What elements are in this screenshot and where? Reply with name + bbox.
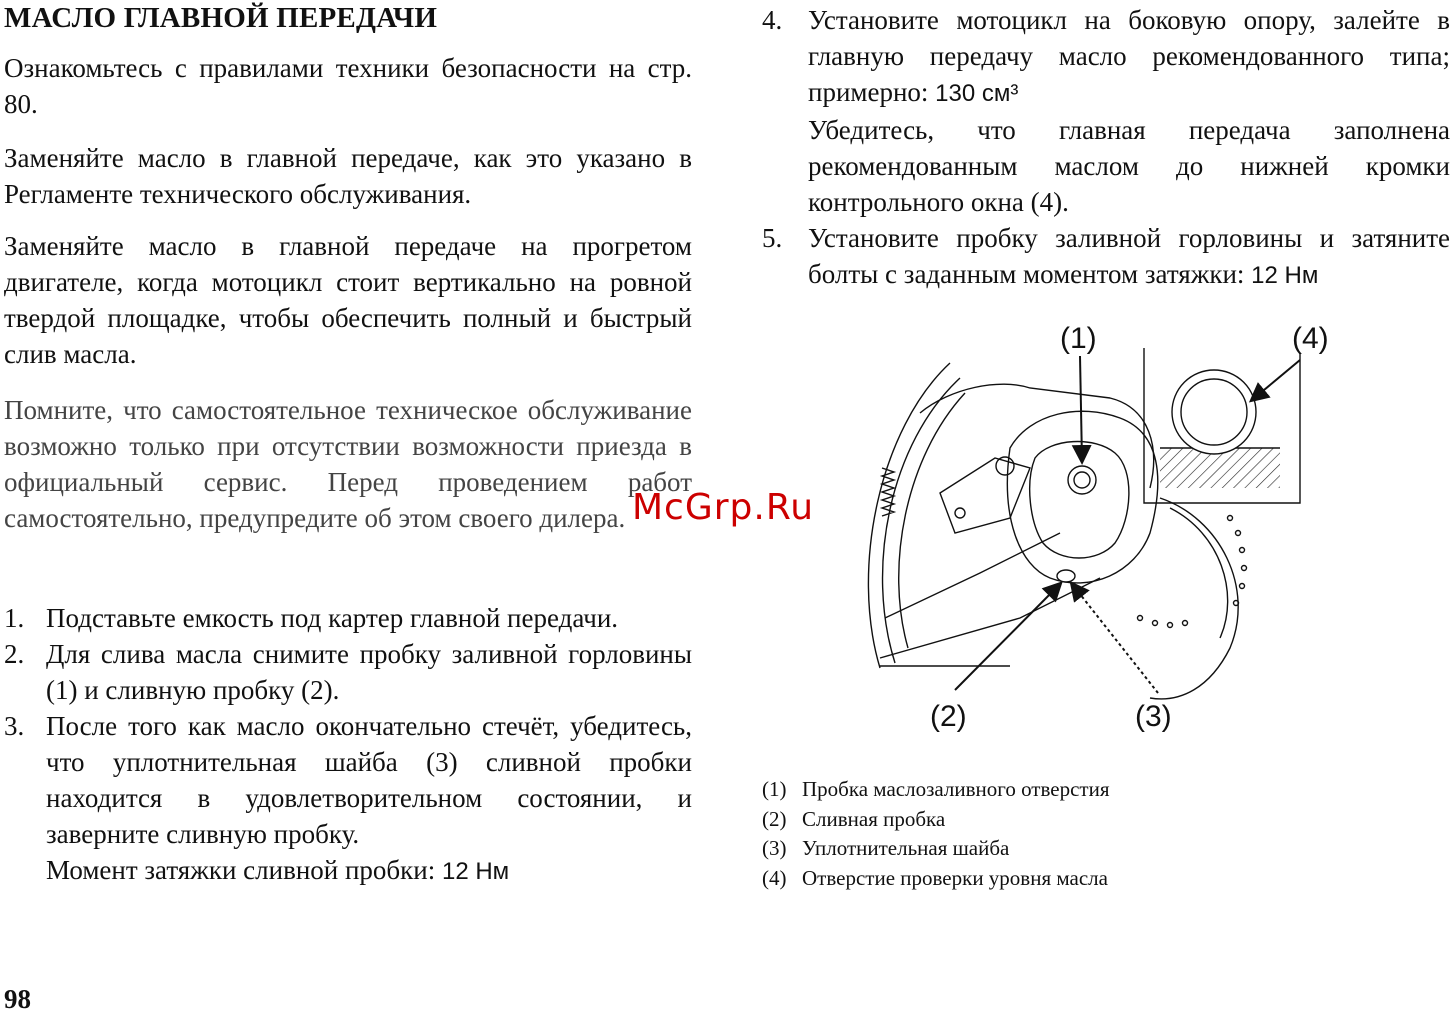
legend-text: Пробка маслозаливного отверстия [802,777,1110,801]
step-note: Убедитесь, что главная передача заполнена рекомендованным маслом до нижней кромки контрольного окна (4). [808,115,1450,217]
wheel-arc-inner-2 [899,393,965,648]
step-number: 4. [762,5,783,35]
leader-3 [1072,584,1158,693]
legend-number: (4) [762,865,787,890]
step-text: Установите пробку заливной горловины и затяните болты с заданным моментом затяжки: [808,223,1450,289]
page-title: МАСЛО ГЛАВНОЙ ПЕРЕДАЧИ [4,2,438,34]
brake-disc [1150,498,1238,699]
legend-text: Уплотнительная шайба [802,836,1010,860]
final-drive-illustration [860,318,1329,738]
step-text: Подставьте емкость под картер главной передачи. [46,603,619,633]
step-note: Момент затяжки сливной пробки: [46,855,436,885]
legend-number: (3) [762,836,787,860]
dealer-notice-paragraph: Помните, что самостоятельное техническое обслуживание возможно только при отсутствии возможности приезда в официальный сервис. Перед проведением работ самостоятельно, предупредите об этом своего дилера. [4,395,692,533]
step-4 [762,2,1450,220]
filler-plug [1068,466,1096,494]
legend-item [762,834,1322,864]
arm-bracket [940,458,1030,533]
arm-lower-edge [880,578,1100,658]
legend-number: (1) [762,777,787,801]
callout-3: (3) [1135,700,1172,733]
page-number: 98 [4,984,31,1014]
step-5 [762,220,1450,294]
steps-list-right [762,2,1450,294]
drain-plug [1057,570,1075,582]
step-number: 3. [4,711,25,741]
leader-1 [1080,356,1082,461]
step-text: Установите мотоцикл на боковую опору, залейте в главную передачу масло рекомендованного типа; примерно: [808,5,1450,107]
safety-paragraph: Ознакомьтесь с правилами техники безопасности на стр. 80. [4,53,692,119]
warm-engine-paragraph: Заменяйте масло в главной передаче на прогретом двигателе, когда мотоцикл стоит вертикально на ровной твердой площадке, чтобы обеспечить полный и быстрый слив масла. [4,231,692,369]
step-3 [4,708,692,890]
steps-list-left [4,600,692,890]
watermark-link[interactable]: McGrp.Ru [632,487,815,528]
legend-text: Сливная пробка [802,806,946,831]
callout-1: (1) [1060,322,1097,355]
legend-text: Отверстие проверки уровня масла [802,865,1108,890]
bracket-bolt [996,457,1014,475]
step-2 [4,636,692,708]
legend-item [762,805,1322,835]
callout-4: (4) [1292,322,1329,355]
leader-4 [1252,360,1300,400]
callout-2: (2) [930,700,967,733]
legend-number: (2) [762,806,787,831]
step-text: После того как масло окончательно стечёт, убедитесь, что уплотнительная шайба (3) сливной пробки находится в удовлетворительном состоянии, и заверните сливную пробку. [46,711,692,849]
schedule-paragraph: Заменяйте масло в главной передаче, как это указано в Регламенте технического обслуживания. [4,143,692,209]
wheel-arc-outer [868,363,950,668]
shock-spring [882,468,894,516]
step-number: 5. [762,223,783,253]
oil-volume-value: 130 см³ [935,80,1019,107]
leader-2 [955,584,1060,690]
swingarm-outline [920,384,1154,488]
figure-legend [762,775,1322,893]
torque-value: 12 Нм [441,858,510,885]
step-1 [4,600,692,636]
oil-level-window-outer [1172,370,1256,454]
step-number: 1. [4,603,25,633]
torque-value: 12 Нм [1251,262,1319,289]
arm-upper-edge [885,533,1060,618]
step-text: Для слива масла снимите пробку заливной горловины (1) и сливную пробку (2). [46,639,692,705]
legend-item [762,864,1322,894]
legend-item [762,775,1322,805]
step-number: 2. [4,639,25,669]
wheel-arc-inner [883,378,960,663]
